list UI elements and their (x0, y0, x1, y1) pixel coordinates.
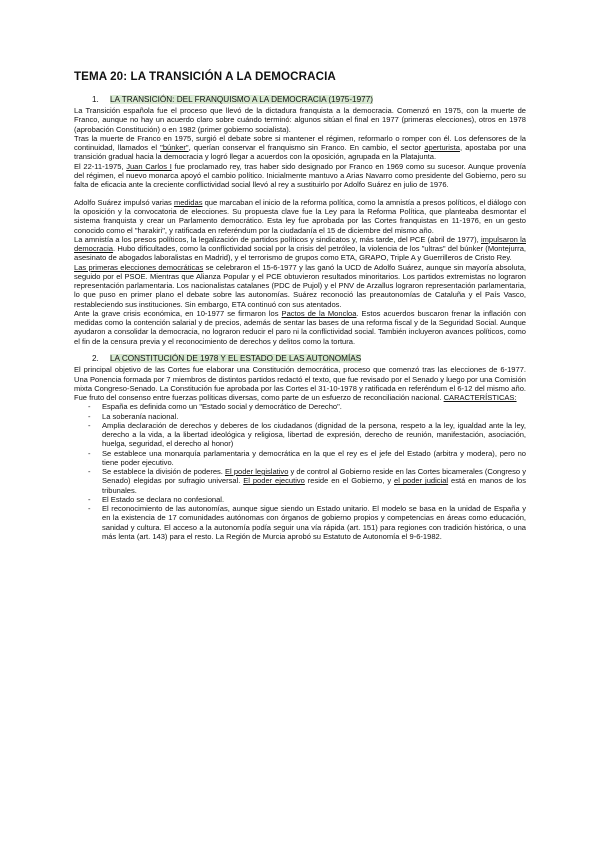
list-dash: - (88, 448, 91, 458)
document-page (74, 70, 526, 541)
text-run: Adolfo Suárez impulsó varias (74, 197, 174, 207)
list-dash: - (88, 494, 91, 504)
list-item (74, 449, 526, 468)
paragraph (74, 198, 526, 235)
paragraph (74, 235, 526, 263)
paragraph-spacer (74, 189, 526, 198)
section-title: LA TRANSICIÓN: DEL FRANQUISMO A LA DEMOCRACIA (1975-1977) (110, 95, 373, 104)
list-dash: - (88, 420, 91, 430)
section-number: 2. (92, 354, 99, 364)
list-item-text: Amplia declaración de derechos y deberes de los ciudadanos (dignidad de la persona, respeto a la ley, igualdad ante la ley, derecho a la vida, a la libertad ideológica y religiosa, libertad de expresión, derecho de reunión, manifestación, asociación, huelga, seguridad, el derecho al honor) (102, 420, 526, 449)
underlined-term: impulsaron la democracia (74, 234, 526, 253)
list-dash: - (88, 411, 91, 421)
text-run: , apostaba por una transición gradual hacia la democracia y logró llegar a acuerdos con la oposición, agrupada en la Platajunta. (74, 143, 526, 162)
text-run: fue proclamado rey, tras haber sido designado por Franco en 1969 como su sucesor. Aunque provenía del régimen, el nuevo monarca apoyó el cambio político. Inicialmente mantuvo a Arias Navarro como presidente del Gobierno, pero su falta de eficacia ante la creciente conflictividad social llevó al rey a sustituirlo por Adolfo Suárez en julio de 1976. (74, 161, 527, 189)
underlined-term: El poder ejecutivo (243, 476, 305, 486)
paragraph (74, 162, 526, 190)
text-run: . Hubo dificultades, como la conflictividad social por la crisis del petróleo, la violencia de los "ultras" del búnker (Montejurra, asesinato de abogados laboralistas en Madrid), y el terrorismo de grupos como ETA, GRAPO, Triple A y Guerrilleros de Cristo Rey. (74, 244, 526, 263)
list-item (74, 504, 526, 541)
underlined-term: El poder legislativo (225, 467, 289, 476)
paragraph-spacer (74, 346, 526, 355)
paragraph: La Transición española fue el proceso que llevó de la dictadura franquista a la democracia. Comenzó en 1975, con la muerte de Franco, aunque no hay un acuerdo claro sobre cuándo terminó: algunos sitúan el final en 1977 (primeras elecciones), otros en 1978 (aprobación Constitución) o en 1982 (primer gobierno socialista). (74, 106, 526, 134)
text-run: reside en el Gobierno, y (304, 476, 395, 486)
list-item (74, 467, 526, 495)
list-item (74, 402, 526, 411)
list-item (74, 495, 526, 504)
list-item (74, 421, 526, 449)
section-title: LA CONSTITUCIÓN DE 1978 Y EL ESTADO DE LAS AUTONOMÍAS (110, 354, 362, 364)
list-item-text: La soberanía nacional. (102, 411, 179, 421)
underlined-term: el poder judicial (394, 476, 449, 486)
section-number: 1. (92, 95, 99, 104)
paragraph (74, 134, 526, 162)
underlined-term: Las primeras elecciones democráticas (74, 262, 204, 272)
text-run: El 22-11-1975, (74, 161, 127, 171)
list-item-text: Se establece una monarquía parlamentaria y democrática en la que el rey es el jefe del Estado (arbitra y modera), pero no tiene poder ejecutivo. (102, 448, 526, 467)
list-dash: - (88, 467, 91, 476)
underlined-term: medidas (173, 197, 203, 207)
underlined-term: aperturista (424, 143, 460, 152)
text-run: se celebraron el 15-6-1977 y las ganó la UCD de Adolfo Suárez, aunque sin mayoría absoluta, seguido por el PSOE. Mientras que Alianza Popular y el PCE obtuvieron resultados minoritarios. Los partidos extremistas no lograron representación parlamentaria. Los nacionalistas catalanes (PDC de Pujol) y el PNV de Arzallus lograron representación parlamentaria, lo que puso en primer plano el debate sobre las autonomías. Suárez reconoció las preautonomías de Cataluña y el País Vasco, restableciendo sus instituciones. Sin embargo, ETA continuó con sus atentados. (74, 262, 526, 309)
text-run: . Estos acuerdos buscaron frenar la inflación con medidas como la contención salarial y de precios, además de sentar las bases de una reforma fiscal y de la Seguridad Social. Aunque ayudaron a consolidar la democracia, no lograron reducir el paro ni la conflictividad social. También incluyeron avances políticos, como el fin de la censura previa y el reconocimiento de derechos y delitos como la tortura. (74, 308, 527, 346)
underlined-term: Juan Carlos I (126, 161, 172, 171)
section-1-heading (92, 95, 526, 104)
text-run: está en manos de los tribunales. (102, 476, 526, 495)
text-run: El principal objetivo de las Cortes fue elaborar una Constitución democrática, proceso que comenzó tras las elecciones de 6-1977. Una Ponencia formada por 7 miembros de distintos partidos redactó el texto, que fue revisado por el Senado y luego por una Comisión mixta Congreso-Senado. La Constitución fue aprobada por las Cortes el 31-10-1978 y ratificada en referéndum el 6-12 del mismo año. Fue fruto del consenso entre fuerzas políticas diversas, como parte de un esfuerzo de reconciliación nacional. (74, 365, 526, 402)
characteristics-list (74, 402, 526, 541)
text-run: que marcaban el inicio de la reforma política, como la amnistía a presos políticos, el diálogo con la oposición y la convocatoria de elecciones. Su propuesta clave fue la Ley para la Reforma Política, que planteaba desmontar el sistema franquista y crear un Parlamento democrático. Esta ley fue aprobada por las Cortes franquistas en 11-1976, en un gesto conocido como el "harakiri", y ratificada en referéndum por la ciudadanía el 15 de diciembre del mismo año. (74, 197, 526, 235)
list-item-text: El Estado se declara no confesional. (102, 494, 225, 504)
list-dash: - (88, 504, 91, 513)
text-run: La amnistía a los presos políticos, la legalización de partidos políticos y sindicatos y, más tarde, del PCE (abril de 1977), (74, 234, 481, 244)
list-dash: - (88, 402, 91, 412)
paragraph (74, 365, 526, 402)
list-item (74, 412, 526, 421)
text-run: Tras la muerte de Franco en 1975, surgió el debate sobre si mantener el régimen, reformarlo o romper con él. Los defensores de la continuidad, llamados el (74, 133, 526, 152)
text-run: Se establece la división de poderes. (102, 467, 226, 476)
underlined-term: CARACTERÍSTICAS: (443, 393, 517, 402)
list-item-text: España es definida como un "Estado social y democrático de Derecho". (102, 402, 342, 412)
underlined-term: Pactos de la Moncloa (281, 308, 357, 318)
document-title: TEMA 20: LA TRANSICIÓN A LA DEMOCRACIA (74, 70, 336, 83)
paragraph (74, 309, 526, 346)
list-item-text: El reconocimiento de las autonomías, aunque sigue siendo un Estado unitario. El modelo se basa en la unidad de España y en la existencia de 17 comunidades autónomas con órganos de gobierno propios y competencias en áreas como educación, sanidad y cultura. El acceso a la autonomía podía seguir una vía rápida (art. 151) para regiones con tradición histórica, o una más lenta (art. 143) para el resto. La Región de Murcia aprobó su Estatuto de Autonomía el 9-6-1982. (102, 504, 526, 541)
text-run: y de control al Gobierno reside en las Cortes bicamerales (Congreso y Senado) elegidas por sufragio universal. (102, 467, 526, 486)
text-run: , querían conservar el franquismo sin Franco. En cambio, el sector (188, 143, 425, 152)
underlined-term: "búnker" (160, 143, 189, 152)
section-2-heading (92, 354, 526, 363)
paragraph (74, 263, 526, 309)
text-run: Ante la grave crisis económica, en 10-1977 se firmaron los (74, 308, 282, 318)
